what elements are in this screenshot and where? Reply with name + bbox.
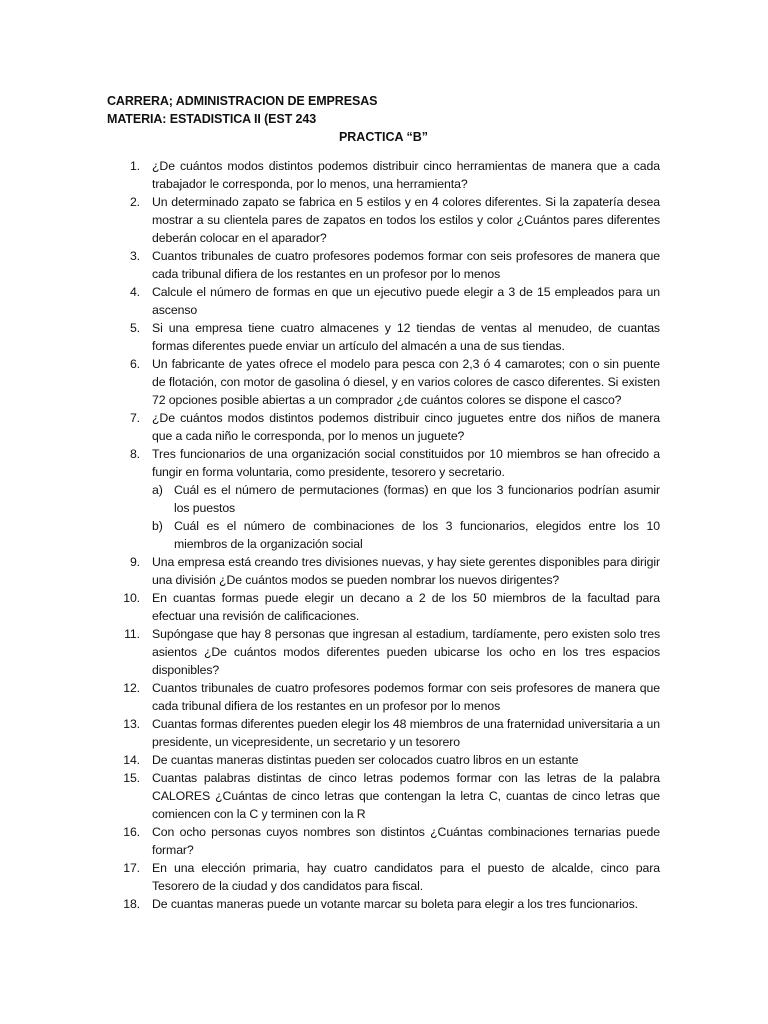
question-item — [107, 895, 660, 913]
question-number: 4. — [129, 285, 140, 299]
question-number: 13. — [123, 717, 140, 731]
question-item — [107, 445, 660, 553]
practice-title: PRACTICA “B” — [338, 130, 429, 144]
sub-question-item — [152, 517, 660, 553]
question-number: 15. — [123, 771, 140, 785]
question-number: 9. — [129, 555, 140, 569]
sub-question-text: Cuál es el número de combinaciones de los 3 funcionarios, elegidos entre los 10 miembros de la organización social — [174, 519, 660, 551]
question-text: En cuantas formas puede elegir un decano a 2 de los 50 miembros de la facultad para efectuar una revisión de calificaciones. — [152, 591, 660, 623]
question-item — [107, 247, 660, 283]
question-item — [107, 283, 660, 319]
question-text: ¿De cuántos modos distintos podemos distribuir cinco herramientas de manera que a cada trabajador le corresponda, por lo menos, una herramienta? — [152, 159, 660, 191]
career-line: CARRERA; ADMINISTRACION DE EMPRESAS — [107, 94, 378, 108]
question-text: Tres funcionarios de una organización social constituidos por 10 miembros se han ofrecido a fungir en forma voluntaria, como presidente, tesorero y secretario. — [152, 447, 660, 479]
question-text: Una empresa está creando tres divisiones nuevas, y hay siete gerentes disponibles para dirigir una división ¿De cuántos modos se pueden nombrar los nuevos dirigentes? — [152, 555, 660, 587]
question-number: 1. — [129, 159, 140, 173]
question-text: Cuantas palabras distintas de cinco letras podemos formar con las letras de la palabra CALORES ¿Cuántas de cinco letras que contengan la letra C, cuantas de cinco letras que comiencen con la C y terminen con la R — [152, 771, 660, 821]
question-item — [107, 859, 660, 895]
question-text: Calcule el número de formas en que un ejecutivo puede elegir a 3 de 15 empleados para un ascenso — [152, 285, 660, 317]
question-text: En una elección primaria, hay cuatro candidatos para el puesto de alcalde, cinco para Tesorero de la ciudad y dos candidatos para fiscal. — [152, 861, 660, 893]
question-item — [107, 355, 660, 409]
question-text: Con ocho personas cuyos nombres son distintos ¿Cuántas combinaciones ternarias puede formar? — [152, 825, 660, 857]
question-number: 16. — [123, 825, 140, 839]
question-item — [107, 157, 660, 193]
question-item — [107, 553, 660, 589]
question-item — [107, 715, 660, 751]
question-number: 18. — [123, 897, 140, 911]
sub-question-list — [152, 481, 660, 553]
document-header — [107, 92, 667, 128]
question-item — [107, 319, 660, 355]
question-number: 10. — [123, 591, 140, 605]
question-item — [107, 625, 660, 679]
question-text: Si una empresa tiene cuatro almacenes y 12 tiendas de ventas al menudeo, de cuantas formas diferentes puede enviar un artículo del almacén a una de sus tiendas. — [152, 321, 660, 353]
question-number: 6. — [129, 357, 140, 371]
question-item — [107, 589, 660, 625]
question-list — [107, 157, 660, 913]
sub-question-item — [152, 481, 660, 517]
question-number: 11. — [124, 627, 140, 641]
question-text: Supóngase que hay 8 personas que ingresan al estadium, tardíamente, pero existen solo tres asientos ¿De cuántos modos diferentes pueden ubicarse los ocho en los tres espacios disponibles? — [152, 627, 660, 677]
question-text: ¿De cuántos modos distintos podemos distribuir cinco juguetes entre dos niños de manera que a cada niño le corresponda, por lo menos un juguete? — [152, 411, 660, 443]
question-number: 17. — [123, 861, 140, 875]
sub-question-label: a) — [152, 483, 163, 497]
question-number: 2. — [129, 195, 140, 209]
question-text: Un fabricante de yates ofrece el modelo para pesca con 2,3 ó 4 camarotes; con o sin puente de flotación, con motor de gasolina ó diesel, y en varios colores de casco diferentes. Si existen 72 opciones posible abiertas a un comprador ¿de cuántos colores se dispone el casco? — [152, 357, 660, 407]
question-item — [107, 409, 660, 445]
sub-question-text: Cuál es el número de permutaciones (formas) en que los 3 funcionarios podrían asumir los puestos — [174, 483, 660, 515]
question-number: 8. — [129, 447, 140, 461]
question-number: 14. — [123, 753, 140, 767]
sub-question-label: b) — [152, 519, 163, 533]
question-text: Un determinado zapato se fabrica en 5 estilos y en 4 colores diferentes. Si la zapatería desea mostrar a su clientela pares de zapatos en todos los estilos y color ¿Cuántos pares diferentes deberán colocar en el aparador? — [152, 195, 660, 245]
question-item — [107, 679, 660, 715]
question-number: 3. — [129, 249, 140, 263]
subject-line: MATERIA: ESTADISTICA II (EST 243 — [107, 112, 317, 126]
question-item — [107, 751, 660, 769]
question-text: Cuantas formas diferentes pueden elegir los 48 miembros de una fraternidad universitaria a un presidente, un vicepresidente, un secretario y un tesorero — [152, 717, 660, 749]
question-text: Cuantos tribunales de cuatro profesores podemos formar con seis profesores de manera que cada tribunal difiera de los restantes en un profesor por lo menos — [152, 249, 660, 281]
question-text: Cuantos tribunales de cuatro profesores podemos formar con seis profesores de manera que cada tribunal difiera de los restantes en un profesor por lo menos — [152, 681, 660, 713]
question-number: 5. — [129, 321, 140, 335]
question-number: 12. — [123, 681, 140, 695]
question-item — [107, 769, 660, 823]
question-number: 7. — [129, 411, 140, 425]
question-item — [107, 823, 660, 859]
question-item — [107, 193, 660, 247]
question-text: De cuantas maneras puede un votante marcar su boleta para elegir a los tres funcionarios. — [152, 897, 638, 911]
question-text: De cuantas maneras distintas pueden ser colocados cuatro libros en un estante — [152, 753, 579, 767]
